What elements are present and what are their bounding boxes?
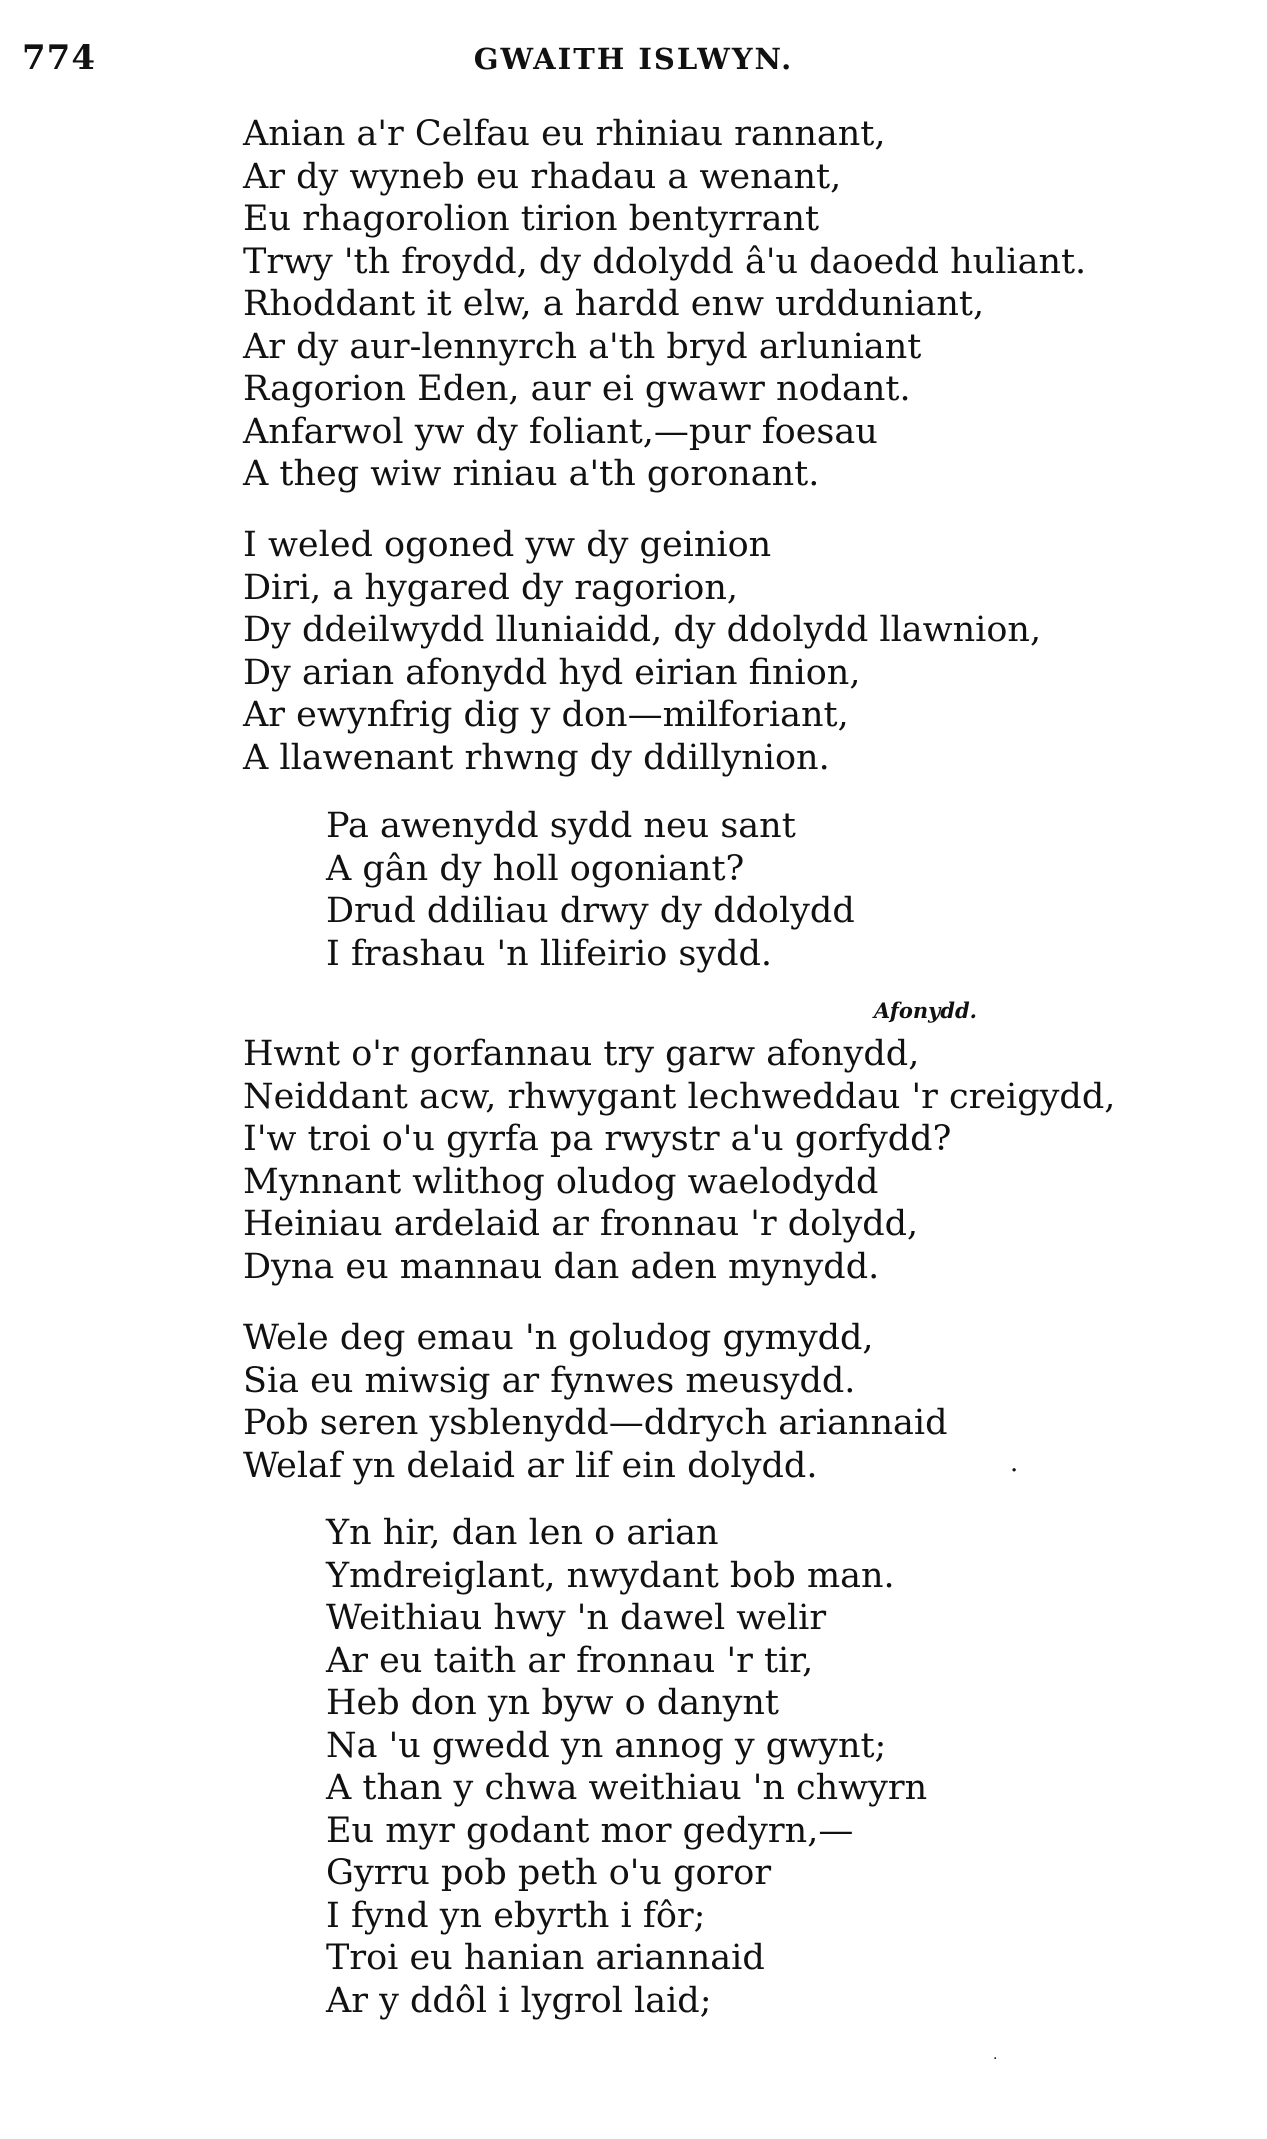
stanza-5 [243, 1317, 947, 1487]
verse-line: Hwnt o'r gorfannau try garw afonydd, [243, 1034, 920, 1074]
page-number: 774 [22, 38, 96, 78]
verse-line: Anian a'r Celfau eu rhiniau rannant, [243, 114, 886, 154]
verse-line: Diri, a hygared dy ragorion, [243, 567, 739, 608]
verse-line: A gân dy holl ogoniant? [326, 848, 745, 889]
verse-line: Welaf yn delaid ar lif ein dolydd. [243, 1445, 818, 1486]
verse-line: Pob seren ysblenydd—ddrych ariannaid [243, 1403, 948, 1443]
verse-line: Dyna eu mannau dan aden mynydd. [243, 1246, 880, 1287]
running-title: GWAITH ISLWYN. [473, 42, 794, 76]
verse-line: Mynnant wlithog oludog waelodydd [243, 1161, 879, 1202]
verse-line: Trwy 'th froydd, dy ddolydd â'u daoedd huliant. [243, 241, 1087, 282]
verse-line: Weithiau hwy 'n dawel welir [326, 1598, 827, 1638]
verse-line: Rhoddant it elw, a hardd enw urdduniant, [243, 284, 985, 324]
verse-line: Neiddant acw, rhwygant lechweddau 'r creigydd, [243, 1076, 1116, 1117]
verse-line: Eu rhagorolion tirion bentyrrant [243, 199, 820, 239]
verse-line: Ragorion Eden, aur ei gwawr nodant. [243, 369, 911, 409]
verse-line: Wele deg emau 'n goludog gymydd, [243, 1318, 874, 1358]
verse-line: I frashau 'n llifeirio sydd. [326, 933, 773, 974]
verse-line: Ar y ddôl i lygrol laid; [326, 1980, 712, 2021]
verse-line: A llawenant rhwng dy ddillynion. [243, 737, 830, 778]
ink-speck: · [993, 2051, 998, 2067]
verse-line: I fynd yn ebyrth i fôr; [326, 1895, 706, 1936]
verse-line: A than y chwa weithiau 'n chwyrn [326, 1768, 928, 1808]
verse-line: Yn hir, dan len o arian [326, 1513, 719, 1553]
verse-line: Ar eu taith ar fronnau 'r tir, [326, 1640, 814, 1681]
stanza-6 [326, 1512, 927, 2022]
verse-line: Ar ewynfrig dig y don—milforiant, [243, 695, 849, 735]
ink-speck: · [1010, 1456, 1019, 1486]
verse-line: Drud ddiliau drwy dy ddolydd [326, 891, 855, 931]
stanza-2 [243, 524, 1041, 779]
verse-line: I weled ogoned yw dy geinion [243, 525, 772, 565]
stanza-4 [243, 1033, 1115, 1288]
verse-line: A theg wiw riniau a'th goronant. [243, 454, 820, 494]
verse-line: Gyrru pob peth o'u goror [326, 1853, 772, 1893]
verse-line: I'w troi o'u gyrfa pa rwystr a'u gorfydd? [243, 1119, 952, 1159]
verse-line: Dy ddeilwydd lluniaidd, dy ddolydd llawnion, [243, 610, 1042, 650]
verse-line: Ar dy aur-lennyrch a'th bryd arluniant [243, 326, 922, 367]
verse-line: Na 'u gwedd yn annog y gwynt; [326, 1725, 887, 1766]
verse-line: Ymdreiglant, nwydant bob man. [326, 1555, 895, 1596]
verse-line: Pa awenydd sydd neu sant [326, 806, 796, 846]
verse-line: Heb don yn byw o danynt [326, 1683, 780, 1723]
stanza-3 [326, 805, 855, 975]
verse-line: Sia eu miwsig ar fynwes meusydd. [243, 1360, 856, 1401]
section-heading: Afonydd. [873, 998, 977, 1023]
stanza-1 [243, 113, 1086, 496]
verse-line: Heiniau ardelaid ar fronnau 'r dolydd, [243, 1204, 919, 1244]
verse-line: Dy arian afonydd hyd eirian finion, [243, 652, 861, 693]
verse-line: Ar dy wyneb eu rhadau a wenant, [243, 156, 842, 197]
verse-line: Eu myr godant mor gedyrn,— [326, 1810, 854, 1851]
verse-line: Troi eu hanian ariannaid [326, 1938, 765, 1978]
verse-line: Anfarwol yw dy foliant,—pur foesau [243, 411, 878, 452]
